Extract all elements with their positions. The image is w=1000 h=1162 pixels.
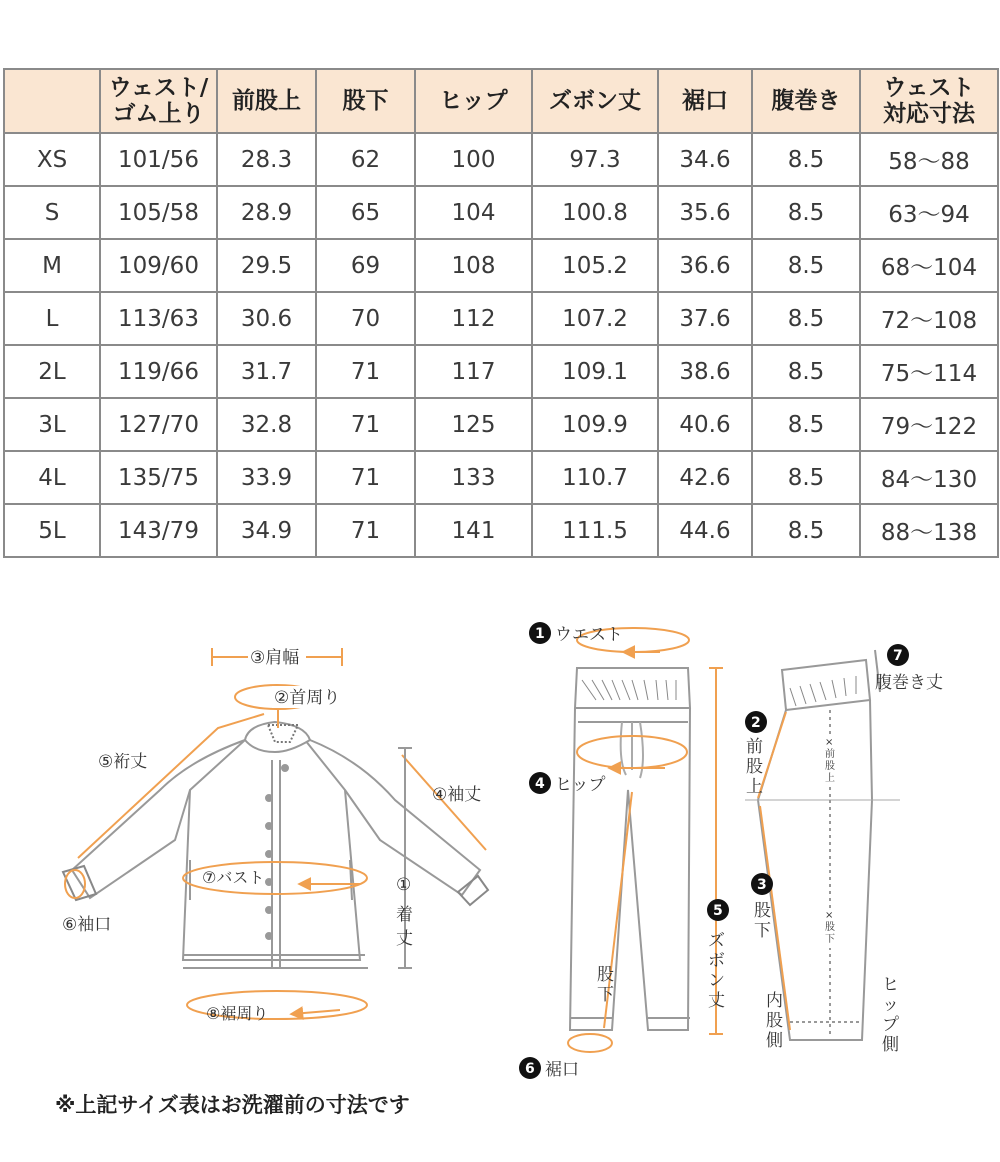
length-label-1: ① bbox=[396, 875, 412, 895]
inseam-2: 下 bbox=[597, 985, 614, 1005]
inseam-1: 股 bbox=[597, 965, 614, 985]
size-cell: XS bbox=[4, 133, 100, 186]
value-cell: 100.8 bbox=[532, 186, 658, 239]
belly-label: 腹巻き丈 bbox=[875, 673, 943, 693]
size-cell: M bbox=[4, 239, 100, 292]
hip-label: ヒップ bbox=[555, 775, 606, 795]
value-cell: 143/79 bbox=[100, 504, 217, 557]
inseam2-1: 股 bbox=[754, 901, 771, 921]
pants-side-labels bbox=[745, 644, 943, 1055]
header-cell: ヒップ bbox=[415, 69, 532, 133]
size-cell: 2L bbox=[4, 345, 100, 398]
small-rise-4: 上 bbox=[825, 773, 835, 784]
length-label-2: 着 bbox=[396, 905, 413, 925]
value-cell: 97.3 bbox=[532, 133, 658, 186]
belly-number: 7 bbox=[893, 648, 903, 664]
value-cell: 111.5 bbox=[532, 504, 658, 557]
hip-side-4: 側 bbox=[882, 1035, 899, 1055]
value-cell: 75～114 bbox=[860, 345, 998, 398]
value-cell: 119/66 bbox=[100, 345, 217, 398]
small-inseam-3: 下 bbox=[825, 934, 835, 945]
value-cell: 100 bbox=[415, 133, 532, 186]
value-cell: 109.9 bbox=[532, 398, 658, 451]
pants-front-diagram bbox=[570, 668, 690, 1030]
hip-number: 4 bbox=[535, 776, 545, 792]
rise-1: 前 bbox=[746, 737, 763, 757]
value-cell: 34.6 bbox=[658, 133, 752, 186]
value-cell: 8.5 bbox=[752, 133, 860, 186]
rise-3: 上 bbox=[746, 777, 763, 797]
pants-length-3: ン bbox=[708, 971, 725, 991]
value-cell: 30.6 bbox=[217, 292, 316, 345]
value-cell: 8.5 bbox=[752, 504, 860, 557]
size-cell: 4L bbox=[4, 451, 100, 504]
value-cell: 28.9 bbox=[217, 186, 316, 239]
small-rise-1: × bbox=[825, 737, 834, 748]
hip-side-3: プ bbox=[882, 1015, 899, 1035]
sleeve-length-label: ⑤裄丈 bbox=[98, 752, 148, 772]
value-cell: 33.9 bbox=[217, 451, 316, 504]
pants-length-4: 丈 bbox=[708, 991, 725, 1011]
value-cell: 8.5 bbox=[752, 345, 860, 398]
header-cell: ズボン丈 bbox=[532, 69, 658, 133]
value-cell: 37.6 bbox=[658, 292, 752, 345]
value-cell: 112 bbox=[415, 292, 532, 345]
length-label-3: 丈 bbox=[396, 929, 413, 949]
value-cell: 125 bbox=[415, 398, 532, 451]
value-cell: 71 bbox=[316, 504, 415, 557]
small-rise-3: 股 bbox=[825, 761, 835, 772]
value-cell: 31.7 bbox=[217, 345, 316, 398]
shoulder-label: ③肩幅 bbox=[250, 648, 300, 668]
pants-side-measurements bbox=[758, 650, 880, 1034]
value-cell: 71 bbox=[316, 398, 415, 451]
header-cell: ウェスト/ ゴム上り bbox=[100, 69, 217, 133]
value-cell: 35.6 bbox=[658, 186, 752, 239]
waist-label: ウエスト bbox=[555, 625, 623, 645]
value-cell: 79～122 bbox=[860, 398, 998, 451]
value-cell: 8.5 bbox=[752, 292, 860, 345]
inner-2: 股 bbox=[766, 1011, 783, 1031]
value-cell: 105/58 bbox=[100, 186, 217, 239]
value-cell: 65 bbox=[316, 186, 415, 239]
small-inseam-1: × bbox=[825, 910, 834, 921]
hem-label: ⑧裾周り bbox=[206, 1004, 269, 1023]
value-cell: 135/75 bbox=[100, 451, 217, 504]
value-cell: 32.8 bbox=[217, 398, 316, 451]
value-cell: 127/70 bbox=[100, 398, 217, 451]
small-inseam-2: 股 bbox=[825, 922, 835, 933]
value-cell: 109/60 bbox=[100, 239, 217, 292]
pants-hem-label: 裾口 bbox=[545, 1060, 579, 1080]
value-cell: 113/63 bbox=[100, 292, 217, 345]
value-cell: 36.6 bbox=[658, 239, 752, 292]
value-cell: 141 bbox=[415, 504, 532, 557]
hip-side-2: ッ bbox=[882, 995, 899, 1015]
value-cell: 108 bbox=[415, 239, 532, 292]
value-cell: 8.5 bbox=[752, 398, 860, 451]
hem-number: 6 bbox=[525, 1061, 535, 1077]
size-cell: 3L bbox=[4, 398, 100, 451]
inseam2-2: 下 bbox=[754, 921, 771, 941]
pants-side-diagram bbox=[745, 660, 900, 1040]
inner-1: 内 bbox=[766, 991, 783, 1011]
waist-number: 1 bbox=[535, 626, 545, 642]
header-cell: 腹巻き bbox=[752, 69, 860, 133]
value-cell: 109.1 bbox=[532, 345, 658, 398]
value-cell: 63～94 bbox=[860, 186, 998, 239]
wash-note: ※上記サイズ表はお洗濯前の寸法です bbox=[55, 1093, 410, 1117]
value-cell: 28.3 bbox=[217, 133, 316, 186]
value-cell: 70 bbox=[316, 292, 415, 345]
value-cell: 72～108 bbox=[860, 292, 998, 345]
value-cell: 62 bbox=[316, 133, 415, 186]
value-cell: 110.7 bbox=[532, 451, 658, 504]
value-cell: 107.2 bbox=[532, 292, 658, 345]
value-cell: 88～138 bbox=[860, 504, 998, 557]
size-cell: 5L bbox=[4, 504, 100, 557]
header-cell: ウェスト 対応寸法 bbox=[860, 69, 998, 133]
value-cell: 34.9 bbox=[217, 504, 316, 557]
sleeve-label: ④袖丈 bbox=[432, 785, 482, 805]
value-cell: 71 bbox=[316, 345, 415, 398]
neck-label: ②首周り bbox=[274, 688, 341, 708]
size-cell: S bbox=[4, 186, 100, 239]
value-cell: 42.6 bbox=[658, 451, 752, 504]
value-cell: 69 bbox=[316, 239, 415, 292]
inner-3: 側 bbox=[766, 1031, 783, 1051]
rise-number: 2 bbox=[751, 715, 761, 731]
value-cell: 104 bbox=[415, 186, 532, 239]
pants-length-1: ズ bbox=[708, 931, 725, 951]
small-rise-2: 前 bbox=[825, 749, 835, 760]
header-cell: 股下 bbox=[316, 69, 415, 133]
header-cell: 前股上 bbox=[217, 69, 316, 133]
value-cell: 105.2 bbox=[532, 239, 658, 292]
value-cell: 101/56 bbox=[100, 133, 217, 186]
value-cell: 71 bbox=[316, 451, 415, 504]
value-cell: 8.5 bbox=[752, 451, 860, 504]
value-cell: 8.5 bbox=[752, 186, 860, 239]
size-cell: L bbox=[4, 292, 100, 345]
header-cell: 裾口 bbox=[658, 69, 752, 133]
value-cell: 44.6 bbox=[658, 504, 752, 557]
cuff-label: ⑥袖口 bbox=[62, 915, 112, 935]
value-cell: 40.6 bbox=[658, 398, 752, 451]
value-cell: 38.6 bbox=[658, 345, 752, 398]
value-cell: 84～130 bbox=[860, 451, 998, 504]
length-number: 5 bbox=[713, 903, 723, 919]
value-cell: 8.5 bbox=[752, 239, 860, 292]
value-cell: 117 bbox=[415, 345, 532, 398]
hip-side-1: ヒ bbox=[882, 975, 899, 995]
value-cell: 133 bbox=[415, 451, 532, 504]
pants-length-2: ボ bbox=[708, 951, 725, 971]
rise-2: 股 bbox=[746, 757, 763, 777]
value-cell: 68～104 bbox=[860, 239, 998, 292]
bust-label: ⑦バスト bbox=[202, 868, 265, 887]
value-cell: 29.5 bbox=[217, 239, 316, 292]
inseam2-number: 3 bbox=[757, 877, 767, 893]
value-cell: 58～88 bbox=[860, 133, 998, 186]
